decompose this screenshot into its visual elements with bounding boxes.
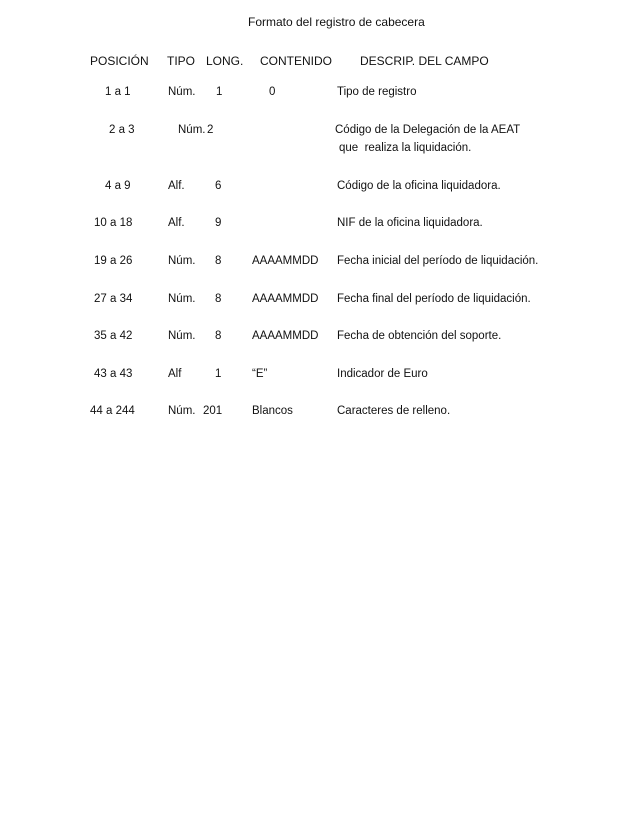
cell-posicion: 2 a 3: [109, 124, 135, 136]
cell-descrip: Tipo de registro: [337, 86, 417, 98]
cell-contenido: Blancos: [252, 405, 293, 417]
cell-long: 8: [215, 330, 222, 342]
cell-long: 2: [207, 124, 214, 136]
cell-descrip: Fecha final del período de liquidación.: [337, 293, 531, 305]
cell-tipo: Alf: [168, 368, 182, 380]
cell-contenido: AAAAMMDD: [252, 255, 319, 267]
cell-descrip: Caracteres de relleno.: [337, 405, 451, 417]
cell-tipo: Núm.: [168, 405, 196, 417]
cell-descrip: Código de la oficina liquidadora.: [337, 180, 501, 192]
cell-tipo: Núm.: [168, 330, 196, 342]
cell-posicion: 27 a 34: [94, 293, 133, 305]
cell-long: 8: [215, 255, 222, 267]
cell-posicion: 19 a 26: [94, 255, 133, 267]
cell-descrip: Código de la Delegación de la AEAT: [335, 124, 521, 136]
cell-descrip: Fecha inicial del período de liquidación.: [337, 255, 539, 267]
header-contenido: CONTENIDO: [260, 54, 332, 68]
cell-long: 1: [216, 86, 223, 98]
header-descrip: DESCRIP. DEL CAMPO: [360, 54, 489, 68]
cell-posicion: 1 a 1: [105, 86, 131, 98]
cell-descrip: Fecha de obtención del soporte.: [337, 330, 502, 342]
cell-contenido: AAAAMMDD: [252, 293, 319, 305]
cell-long: 1: [215, 368, 222, 380]
cell-tipo: Núm.: [178, 124, 206, 136]
cell-long: 8: [215, 293, 222, 305]
cell-contenido: 0: [269, 86, 276, 98]
cell-long: 201: [203, 405, 223, 417]
cell-posicion: 35 a 42: [94, 330, 133, 342]
cell-posicion: 44 a 244: [90, 405, 135, 417]
cell-descrip-line2: que realiza la liquidación.: [339, 142, 472, 154]
cell-descrip: Indicador de Euro: [337, 368, 428, 380]
cell-contenido: “E”: [252, 368, 268, 380]
cell-tipo: Núm.: [168, 86, 196, 98]
cell-tipo: Alf.: [168, 180, 185, 192]
header-long: LONG.: [206, 54, 244, 68]
page-title: Formato del registro de cabecera: [248, 15, 425, 29]
cell-tipo: Alf.: [168, 217, 185, 229]
cell-posicion: 10 a 18: [94, 217, 133, 229]
cell-posicion: 4 a 9: [105, 180, 131, 192]
cell-long: 9: [215, 217, 222, 229]
cell-tipo: Núm.: [168, 293, 196, 305]
header-tipo: TIPO: [167, 54, 196, 68]
cell-descrip: NIF de la oficina liquidadora.: [337, 217, 483, 229]
cell-contenido: AAAAMMDD: [252, 330, 319, 342]
cell-tipo: Núm.: [168, 255, 196, 267]
cell-long: 6: [215, 180, 222, 192]
header-posicion: POSICIÓN: [90, 54, 149, 68]
cell-posicion: 43 a 43: [94, 368, 133, 380]
